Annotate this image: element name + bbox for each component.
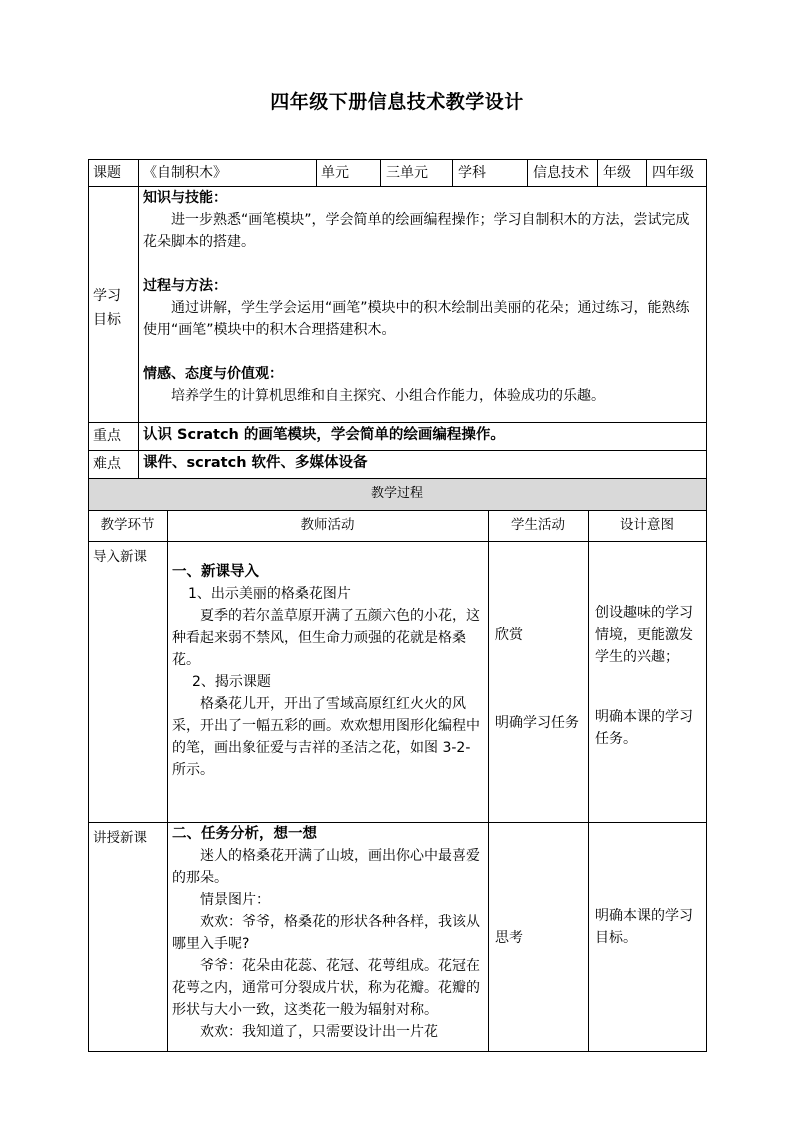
teach-para-1: 迷人的格桑花开满了山坡，画出你心中最喜爱的那朵。 (172, 848, 480, 886)
col-header-student: 学生活动 (511, 517, 565, 533)
teach-para-2: 情景图片： (200, 892, 270, 908)
teach-para-5: 欢欢：我知道了，只需要设计出一片花 (200, 1024, 438, 1040)
subject-label: 课题 (93, 165, 121, 181)
grade-value: 四年级 (652, 165, 694, 181)
emotion-heading: 情感、态度与价值观： (143, 366, 283, 382)
unit-label: 单元 (321, 165, 349, 181)
difficulty-label: 难点 (93, 456, 121, 472)
teach-para-3: 欢欢：爷爷，格桑花的形状各种各样，我该从哪里入手呢? (172, 914, 480, 952)
process-text: 通过讲解，学生学会运用“画笔”模块中的积木绘制出美丽的花朵；通过练习，能熟练使用“画笔”模块中的积木合理搭建积木。 (143, 300, 690, 338)
intent-objective: 明确本课的学习目标。 (595, 908, 693, 946)
process-title: 教学过程 (370, 486, 423, 501)
student-activity-think: 思考 (495, 930, 523, 946)
intro-item-2: 2、揭示课题 (192, 674, 271, 690)
teacher-activity-intro (172, 561, 483, 781)
knowledge-text: 进一步熟悉“画笔模块”，学会简单的绘画编程操作；学习自制积木的方法，尝试完成花朵脚本的搭建。 (143, 212, 690, 250)
col-header-intent: 设计意图 (620, 517, 674, 533)
intent-interest: 创设趣味的学习情境，更能激发学生的兴趣； (595, 605, 693, 665)
student-activity-appreciate: 欣赏 (495, 627, 523, 643)
intent-task: 明确本课的学习任务。 (595, 709, 693, 747)
objectives-label: 学习 目标 (93, 288, 121, 328)
key-point-value: 认识 Scratch 的画笔模块，学会简单的绘画编程操作。 (143, 427, 505, 443)
teach-para-4: 爷爷：花朵由花蕊、花冠、花萼组成。花冠在花萼之内，通常可分裂成片状，称为花瓣。花瓣的形状与大小一致，这类花一般为辐射对称。 (172, 958, 480, 1018)
discipline-value: 信息技术 (533, 165, 589, 181)
discipline-label: 学科 (458, 165, 486, 181)
student-activity-task: 明确学习任务 (495, 715, 579, 731)
col-header-teacher: 教师活动 (300, 517, 355, 533)
difficulty-value: 课件、scratch 软件、多媒体设备 (143, 455, 368, 471)
stage-intro: 导入新课 (93, 549, 147, 565)
process-heading: 过程与方法： (143, 278, 227, 294)
emotion-text: 培养学生的计算机思维和自主探究、小组合作能力，体验成功的乐趣。 (171, 388, 605, 404)
intro-heading: 一、新课导入 (172, 564, 259, 580)
objectives-content (143, 187, 703, 407)
col-header-stage: 教学环节 (100, 517, 155, 533)
unit-value: 三单元 (386, 165, 428, 181)
subject-value: 《自制积木》 (143, 165, 227, 181)
document-title: 四年级下册信息技术教学设计 (270, 91, 524, 113)
teach-heading: 二、任务分析，想一想 (172, 826, 317, 842)
teacher-activity-teach (172, 823, 483, 1043)
knowledge-heading: 知识与技能： (143, 190, 227, 206)
grade-label: 年级 (603, 165, 631, 181)
key-point-label: 重点 (93, 428, 121, 444)
intro-item-1: 1、出示美丽的格桑花图片 (188, 586, 351, 602)
intro-para-2: 格桑花儿开，开出了雪域高原红红火火的风采，开出了一幅五彩的画。欢欢想用图形化编程中的笔，画出象征爱与吉祥的圣洁之花，如图 3-2-所示。 (172, 696, 480, 778)
intro-para-1: 夏季的若尔盖草原开满了五颜六色的小花，这种看起来弱不禁风，但生命力顽强的花就是格桑花。 (172, 608, 480, 668)
stage-teach: 讲授新课 (93, 830, 147, 846)
